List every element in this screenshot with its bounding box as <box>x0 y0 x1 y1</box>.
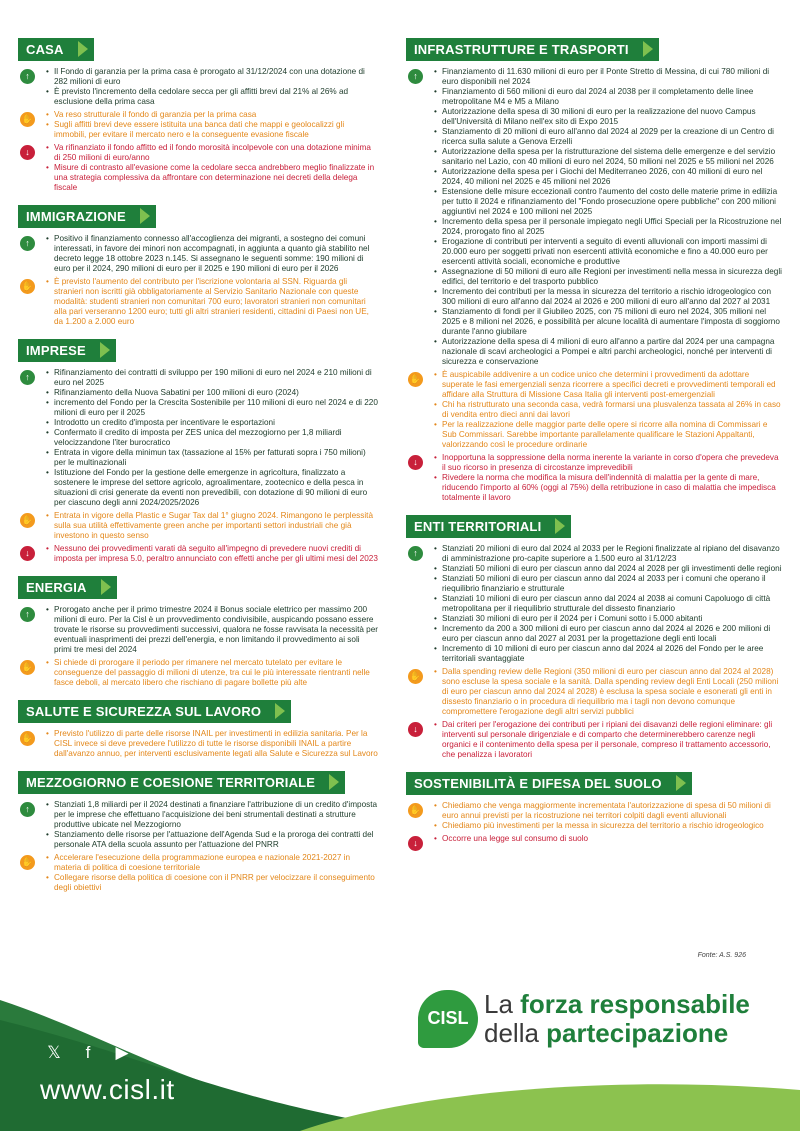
list-item: • Dalla spending review delle Regioni (350 milioni di euro per ciascun anno dal 2024 al 2028) sono escluse la spesa sociale e la sanità. Dalla spending review degli Enti Locali (250 milioni di euro per ciascun anno dal 2024 al 2028) è esclusa la spesa sociale e esonerati gli enti in dissesto finanziario o in procedura di riequilibrio ma i tagli non devono comunque compromettere l'erogazione degli altri servizi pubblici <box>434 667 782 717</box>
list-item: • Entrata in vigore della Plastic e Sugar Tax dal 1° giugno 2024. Rimangono le perplessità sulla sua utilità effettivamente green anche per importanti settori industriali che già investono in questo senso <box>46 511 378 541</box>
item-group-neg <box>406 453 782 503</box>
list-item: • Prorogato anche per il primo trimestre 2024 il Bonus sociale elettrico per massimo 200 milioni di euro. Per la Cisl è un provvedimento condivisibile, auspicando possano essere trovate le risorse su provvedimenti successivi, qualora ne fosse ravvisata la necessità per eventuali inasprimenti dei prezzi dell'energia, e non limitando il provvedimento ai soli primi tre mesi del 2024 <box>46 605 378 655</box>
item-group-neg <box>406 720 782 760</box>
section-title: CASA <box>18 38 94 61</box>
list-item: • È previsto l'incremento della cedolare secca per gli affitti brevi dal 21% al 26% ad esclusione della prima casa <box>46 87 378 107</box>
chevron-icon <box>78 41 88 57</box>
list-item: • Chi ha ristrutturato una seconda casa, vedrà formarsi una plusvalenza tassata al 26% in caso di vendita entro dieci anni dai lavori <box>434 400 782 420</box>
hand-stop-icon: ✋ <box>20 855 35 870</box>
section-title: INFRASTRUTTURE E TRASPORTI <box>406 38 659 61</box>
section <box>18 700 378 759</box>
item-group-warn <box>18 729 378 759</box>
item-group-pos <box>18 800 378 850</box>
section-title: SALUTE E SICUREZZA SUL LAVORO <box>18 700 291 723</box>
hand-stop-icon: ✋ <box>20 513 35 528</box>
list-item: • Si chiede di prorogare il periodo per rimanere nel mercato tutelato per evitare le conseguenze del passaggio di milioni di utenze, tra cui le più interessate rientranti nelle fasce deboli, al mercato libero che rischiano di pagare bollette più alte <box>46 658 378 688</box>
list-item: • Introdotto un credito d'imposta per incentivare le esportazioni <box>46 418 378 428</box>
hand-stop-icon: ✋ <box>408 372 423 387</box>
list-item: • Stanziati 20 milioni di euro dal 2024 al 2033 per le Regioni finalizzate al ripiano del disavanzo di amministrazione pro-capite superiore a 1.500 euro al 31/12/23 <box>434 544 782 564</box>
chevron-icon <box>140 208 150 224</box>
list-item: • Va reso strutturale il fondo di garanzia per la prima casa <box>46 110 378 120</box>
list-item: • Stanziati 1,8 miliardi per il 2024 destinati a finanziare l'attribuzione di un credito d'imposta per le imprese che effettuano l'acquisizione dei beni strumentali destinati a strutture produttive ubicate nel Mezzogiorno <box>46 800 378 830</box>
list-item: • Stanziamento delle risorse per l'attuazione dell'Agenda Sud e la proroga dei contratti del personale ATA della scuola assunto per l'attuazione del PNRR <box>46 830 378 850</box>
list-item: • incremento del Fondo per la Crescita Sostenibile per 110 milioni di euro nel 2024 e di 220 milioni di euro per il 2025 <box>46 398 378 418</box>
thumbs-up-icon: ↑ <box>20 236 35 251</box>
list-item: • Finanziamento di 560 milioni di euro dal 2024 al 2038 per il completamento delle linee metropolitane M4 e M5 a Milano <box>434 87 782 107</box>
item-group-pos <box>18 368 378 508</box>
item-group-pos <box>18 605 378 655</box>
instagram-icon[interactable]: ◎ <box>148 1043 164 1062</box>
item-group-pos <box>406 67 782 367</box>
section <box>18 38 378 193</box>
list-item: • Previsto l'utilizzo di parte delle risorse INAIL per investimenti in edilizia sanitaria. Per la CISL invece si deve prevedere l'utilizzo di tutte le risorse disponibili INAIL a partire dall'avanzo annuo, per interventi esclusivamente legati alla Salute e Sicurezza sul Lavoro <box>46 729 378 759</box>
chevron-icon <box>676 775 686 791</box>
item-group-warn <box>406 370 782 450</box>
rss-icon[interactable]: ◔ <box>184 1043 196 1062</box>
list-item: • Va rifinanziato il fondo affitto ed il fondo morosità incolpevole con una dotazione minima di 250 milioni di euro/anno <box>46 143 378 163</box>
list-item: • Incremento di 10 milioni di euro per ciascun anno dal 2024 al 2026 del Fondo per le aree territoriali svantaggiate <box>434 644 782 664</box>
item-group-neg <box>18 544 378 564</box>
source-note: Fonte: A.S. 926 <box>697 952 746 959</box>
list-item: • Collegare risorse della politica di coesione con il PNRR per velocizzare il conseguimento degli obiettivi <box>46 873 378 893</box>
hand-stop-icon: ✋ <box>20 660 35 675</box>
list-item: • Sugli affitti brevi deve essere istituita una banca dati che mappi e geolocalizzi gli immobili, per evitare il mercato nero e la conseguente evasione fiscale <box>46 120 378 140</box>
list-item: • Rifinanziamento della Nuova Sabatini per 100 milioni di euro (2024) <box>46 388 378 398</box>
hand-stop-icon: ✋ <box>408 669 423 684</box>
item-group-neg <box>18 143 378 193</box>
list-item: • È auspicabile addivenire a un codice unico che determini i provvedimenti da adottare superate le fasi emergenziali senza ricorrere a specifici decreti e provvedimenti temporali ed affidare alla Struttura di Missione Casa Italia gli interventi post-emergenziali <box>434 370 782 400</box>
thumbs-down-icon: ↓ <box>20 546 35 561</box>
item-group-neg <box>406 834 782 848</box>
cisl-logo: CISL <box>418 990 480 1048</box>
list-item: • Entrata in vigore della minimun tax (tassazione al 15% per fatturati sopra i 750 milioni) per le multinazionali <box>46 448 378 468</box>
chevron-icon <box>101 579 111 595</box>
list-item: • Estensione delle misure eccezionali contro l'aumento del costo delle materie prime in edilizia per tutto il 2024 e rifinanziamento del "Fondo prosecuzione opere pubbliche" con 200 milioni aggiuntivi nel 2024 e 100 milioni nel 2025 <box>434 187 782 217</box>
item-group-pos <box>18 67 378 107</box>
list-item: • Inopportuna la soppressione della norma inerente la variante in corso d'opera che prevedeva il suo ricorso in presenza di circostanze imprevedibili <box>434 453 782 473</box>
list-item: • Stanziati 50 milioni di euro per ciascun anno dal 2024 al 2033 per i comuni che operano il riequilibrio finanziario e strutturale <box>434 574 782 594</box>
website-link[interactable]: www.cisl.it <box>40 1074 175 1105</box>
section-title: IMMIGRAZIONE <box>18 205 156 228</box>
list-item: • Rifinanziamento dei contratti di sviluppo per 190 milioni di euro nel 2024 e 210 milioni di euro nel 2025 <box>46 368 378 388</box>
thumbs-up-icon: ↑ <box>408 546 423 561</box>
list-item: • Misure di contrasto all'evasione come la cedolare secca andrebbero meglio finalizzate in una strategia complessiva da affrontare con determinazione nei decreti della delega fiscale <box>46 163 378 193</box>
section-title: MEZZOGIORNO E COESIONE TERRITORIALE <box>18 771 345 794</box>
section-title: IMPRESE <box>18 339 116 362</box>
section <box>406 772 782 848</box>
list-item: • Istituzione del Fondo per la gestione delle emergenze in agricoltura, finalizzato a sostenere le imprese del settore agricolo, agroalimentare, zootecnico e della pesca in situazioni di crisi generate da eventi non prevedibili, con dotazione di 90 milioni di euro per ciascuno degli anni 2024/2025/2026 <box>46 468 378 508</box>
list-item: • Autorizzazione della spesa di 4 milioni di euro all'anno a partire dal 2024 per una campagna nazionale di scavi archeologici a Pompei e altri parchi archeologici, nonché per interventi di sicurezza e conservazione <box>434 337 782 367</box>
x-icon[interactable]: 𝕏 <box>47 1043 61 1062</box>
hand-stop-icon: ✋ <box>408 803 423 818</box>
list-item: • Stanziamento di fondi per il Giubileo 2025, con 75 milioni di euro nel 2024, 305 milioni nel 2025 e 8 milioni nel 2026, e possibilità per alcune località di aumentare l'imposta di soggiorno durante l'anno giubilare <box>434 307 782 337</box>
item-group-warn <box>18 277 378 327</box>
list-item: • È previsto l'aumento del contributo per l'iscrizione volontaria al SSN. Riguarda gli stranieri non iscritti già obbligatoriamente al Servizio Sanitario Nazionale con queste modalità: studenti stranieri non comunitari 700 euro; lavoratori stranieri non comunitari alla pari verseranno 1200 euro; tutti gli altri stranieri residenti, cittadini di Paesi non UE, da 1.200 a 2.000 euro <box>46 277 378 327</box>
list-item: • Dai criteri per l'erogazione dei contributi per i ripiani dei disavanzi delle regioni eliminare: gli interventi sul personale dirigenziale e di comparto che determinerebbero carenze negli organici e il contenimento della spesa per il personale, compreso il trattamento accessorio, che penalizza i lavoratori <box>434 720 782 760</box>
list-item: • Incremento dei contributi per la messa in sicurezza del territorio a rischio idrogeologico con 300 milioni di euro all'anno dal 2024 al 2026 e 200 milioni di euro all'anno dal 2027 al 2031 <box>434 287 782 307</box>
section <box>406 38 782 503</box>
section <box>18 339 378 564</box>
thumbs-down-icon: ↓ <box>408 455 423 470</box>
list-item: • Stanziamento di 20 milioni di euro all'anno dal 2024 al 2029 per la creazione di un Centro di ricerca sulla salute a Genova Erzelli <box>434 127 782 147</box>
thumbs-up-icon: ↑ <box>20 69 35 84</box>
section-title: SOSTENIBILITÀ E DIFESA DEL SUOLO <box>406 772 692 795</box>
thumbs-down-icon: ↓ <box>408 836 423 851</box>
list-item: • Autorizzazione della spesa di 30 milioni di euro per la realizzazione del nuovo Campus dell'Università di Milano nell'ex sito di Expo 2015 <box>434 107 782 127</box>
thumbs-down-icon: ↓ <box>408 722 423 737</box>
thumbs-up-icon: ↑ <box>20 607 35 622</box>
list-item: • Chiediamo più investimenti per la messa in sicurezza del territorio a rischio idrogeologico <box>434 821 782 831</box>
item-group-pos <box>18 234 378 274</box>
chevron-icon <box>275 703 285 719</box>
list-item: • Confermato il credito di imposta per ZES unica del mezzogiorno per 1,8 miliardi velocizzandone l'iter burocratico <box>46 428 378 448</box>
thumbs-down-icon: ↓ <box>20 145 35 160</box>
list-item: • Finanziamento di 11.630 milioni di euro per il Ponte Stretto di Messina, di cui 780 milioni di euro disponibili nel 2024 <box>434 67 782 87</box>
hand-stop-icon: ✋ <box>20 279 35 294</box>
right-column <box>406 38 782 856</box>
list-item: • Autorizzazione della spesa per i Giochi del Mediterraneo 2026, con 40 milioni di euro nel 2024, 40 milioni nel 2025 e 45 milioni nel 2026 <box>434 167 782 187</box>
list-item: • Stanziati 10 milioni di euro per ciascun anno dal 2024 al 2038 ai comuni Capoluogo di città metropolitana per il riequilibrio strutturale del dissesto finanziario <box>434 594 782 614</box>
section <box>406 515 782 760</box>
hand-stop-icon: ✋ <box>20 112 35 127</box>
section <box>18 205 378 327</box>
list-item: • Occorre una legge sul consumo di suolo <box>434 834 782 844</box>
facebook-icon[interactable]: f <box>85 1043 91 1062</box>
list-item: • Incremento della spesa per il personale impiegato negli Uffici Speciali per la Ricostruzione nel 2024, prorogato fino al 2025 <box>434 217 782 237</box>
item-group-warn <box>18 853 378 893</box>
section <box>18 576 378 688</box>
list-item: • Positivo il finanziamento connesso all'accoglienza dei migranti, a sostegno dei comuni interessati, in favore dei minori non accompagnati, in aggiunta a quanto già stabilito nel decreto legge 18 ottobre 2023 n.145. Si assegnano le seguenti somme: 190 milioni di euro per il 2024, 290 milioni di euro per il 2025 e 190 milioni di euro per il 2026 <box>46 234 378 274</box>
list-item: • Incremento da 200 a 300 milioni di euro per ciascun anno dal 2024 al 2026 e 200 milioni di euro per ciascun anno dal 2027 al 2031 per la progettazione degli enti locali <box>434 624 782 644</box>
social-links <box>44 1043 200 1063</box>
thumbs-up-icon: ↑ <box>20 802 35 817</box>
chevron-icon <box>643 41 653 57</box>
section-title: ENERGIA <box>18 576 117 599</box>
brand-claim: La forza responsabile della partecipazione <box>484 989 750 1048</box>
section-title: ENTI TERRITORIALI <box>406 515 571 538</box>
thumbs-up-icon: ↑ <box>20 370 35 385</box>
list-item: • Assegnazione di 50 milioni di euro alle Regioni per investimenti nella messa in sicurezza degli edifici, del territorio e del trasporto pubblico <box>434 267 782 287</box>
hand-stop-icon: ✋ <box>20 731 35 746</box>
list-item: • Accelerare l'esecuzione della programmazione europea e nazionale 2021-2027 in materia di politica di coesione territoriale <box>46 853 378 873</box>
list-item: • Autorizzazione della spesa per la ristrutturazione del sistema delle emergenze e del servizio sanitario nel Lazio, con 40 milioni di euro nel 2024, 50 milioni nel 2025 e 55 milioni nel 2026 <box>434 147 782 167</box>
item-group-warn <box>406 801 782 831</box>
chevron-icon <box>329 774 339 790</box>
item-group-warn <box>406 667 782 717</box>
item-group-warn <box>18 511 378 541</box>
left-column <box>18 38 378 905</box>
youtube-icon[interactable]: ▶ <box>115 1043 129 1062</box>
section <box>18 771 378 893</box>
thumbs-up-icon: ↑ <box>408 69 423 84</box>
item-group-pos <box>406 544 782 664</box>
list-item: • Erogazione di contributi per interventi a seguito di eventi alluvionali con importi massimi di 20.000 euro per soggetti privati non esercenti attività economiche e fino a 40.000 euro per esercenti attività sociali, economiche e produttive <box>434 237 782 267</box>
item-group-warn <box>18 658 378 688</box>
chevron-icon <box>555 518 565 534</box>
chevron-icon <box>100 342 110 358</box>
brand-block <box>418 990 788 1050</box>
list-item: • Il Fondo di garanzia per la prima casa è prorogato al 31/12/2024 con una dotazione di 282 milioni di euro <box>46 67 378 87</box>
list-item: • Nessuno dei provvedimenti varati dà seguito all'impegno di prevedere nuovi crediti di imposta per impresa 5.0, peraltro annunciato con effetti anche per gli ultimi mesi del 2023 <box>46 544 378 564</box>
list-item: • Chiediamo che venga maggiormente incrementata l'autorizzazione di spesa di 50 milioni di euro annui previsti per la ricostruzione nei territori colpiti dagli eventi alluvionali <box>434 801 782 821</box>
list-item: • Stanziati 50 milioni di euro per ciascun anno dal 2024 al 2028 per gli investimenti delle regioni <box>434 564 782 574</box>
list-item: • Stanziati 30 milioni di euro per il 2024 per i Comuni sotto i 5.000 abitanti <box>434 614 782 624</box>
item-group-warn <box>18 110 378 140</box>
list-item: • Per la realizzazione delle maggior parte delle opere si ricorre alla nomina di Commissari e Sub Commissari. Sarebbe importante parallelamente qualificare le Stazioni Appaltanti, valorizzando così le procedure ordinarie <box>434 420 782 450</box>
list-item: • Rivedere la norma che modifica la misura dell'indennità di malattia per la gente di mare, riducendo l'importo al 60% (oggi al 75%) della retribuzione in caso di malattia che impedisca totalmente il lavoro <box>434 473 782 503</box>
